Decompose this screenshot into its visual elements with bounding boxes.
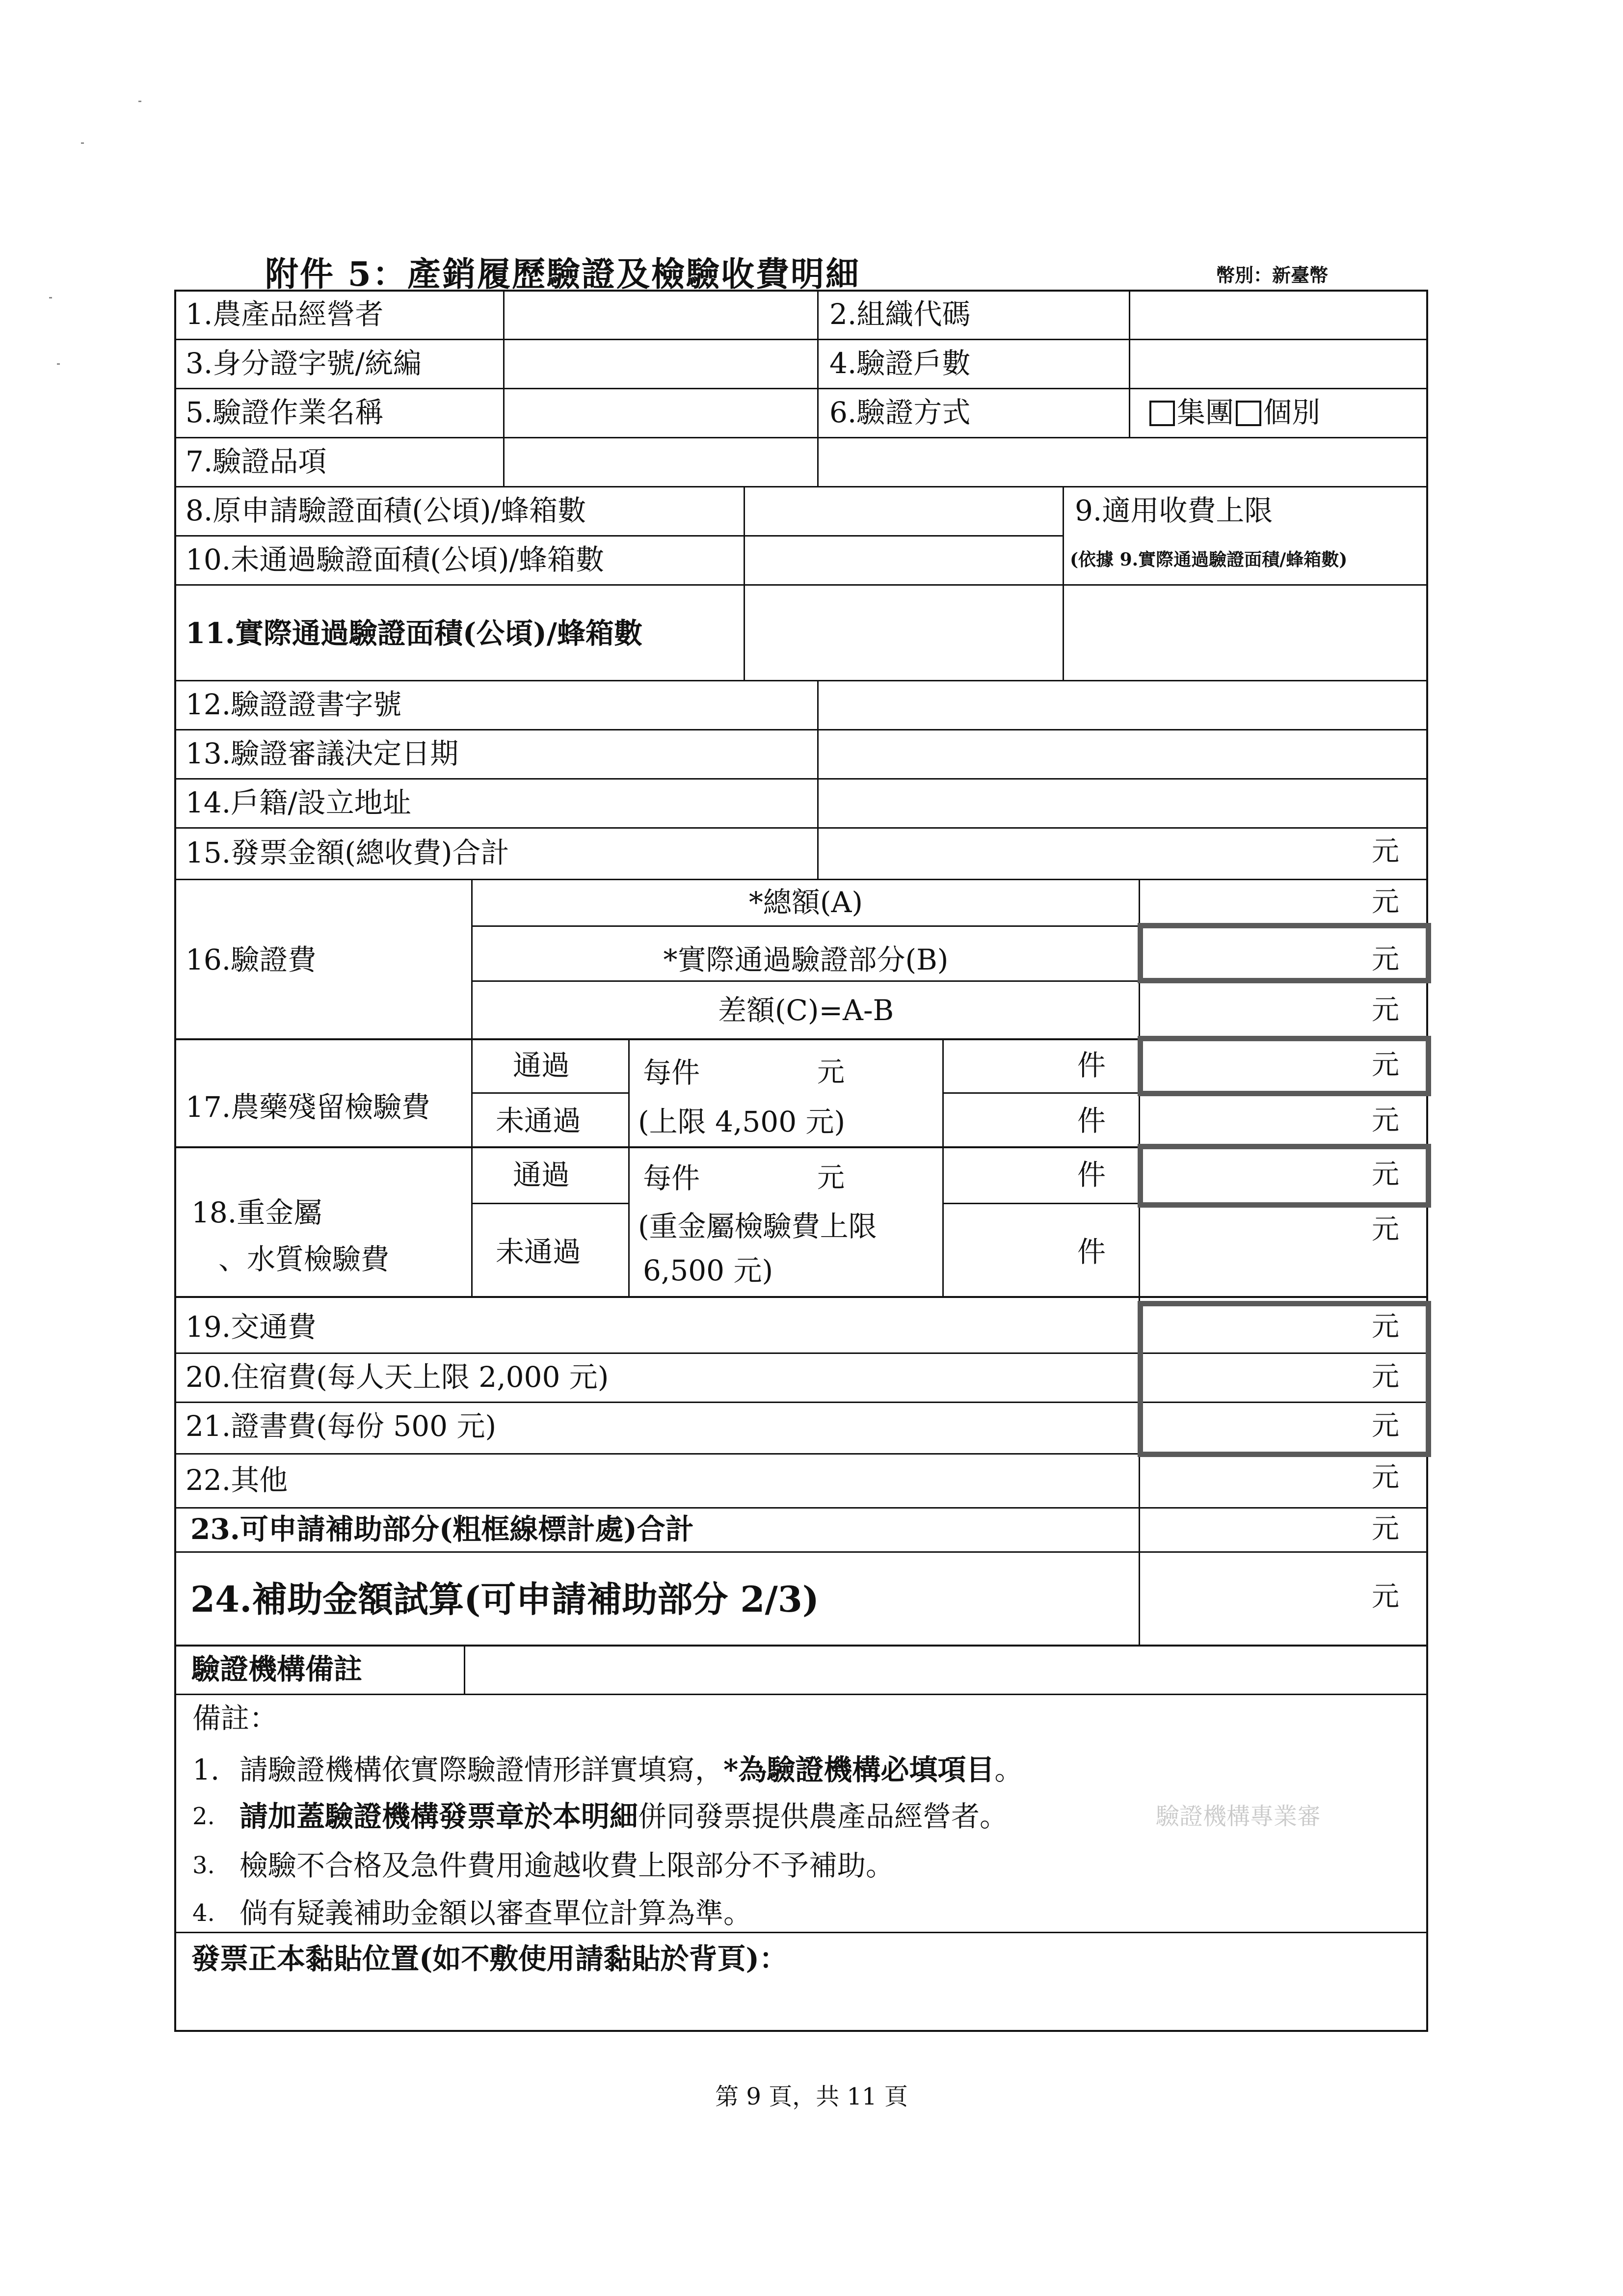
difference-c-label: 差額(C)=A-B	[718, 994, 894, 1027]
field-label-8: 8.原申請驗證面積(公頃)/蜂箱數	[186, 494, 586, 527]
field-label-16: 16.驗證費	[186, 943, 317, 976]
note-2-number: 2.	[192, 1803, 215, 1830]
institution-remark-label: 驗證機構備註	[191, 1652, 363, 1686]
note-2-stamp: 請加蓋驗證機構發票章於本明細	[239, 1800, 639, 1833]
scan-speck	[57, 363, 60, 365]
field-label-18-line1: 18.重金屬	[191, 1196, 322, 1229]
bleed-through-text: 驗證機構專業審	[1156, 1803, 1321, 1830]
scan-speck	[138, 101, 141, 102]
unit-yuan: 元	[1372, 1513, 1399, 1545]
field-label-17: 17.農藥殘留檢驗費	[186, 1090, 430, 1124]
unit-yuan: 元	[817, 1056, 845, 1088]
unit-yuan: 元	[1372, 994, 1399, 1026]
pass-label: 通過	[513, 1158, 570, 1191]
unit-yuan: 元	[1372, 886, 1399, 918]
field-label-10: 10.未通過驗證面積(公頃)/蜂箱數	[186, 543, 605, 576]
field-label-12: 12.驗證證書字號	[186, 688, 402, 721]
invoice-paste-label: 發票正本黏貼位置(如不敷使用請黏貼於背頁)：	[191, 1942, 788, 1975]
fail-label: 未通過	[496, 1104, 582, 1137]
field-label-20: 20.住宿費(每人天上限 2,000 元)	[186, 1360, 609, 1394]
note-3-text: 檢驗不合格及急件費用逾越收費上限部分不予補助。	[239, 1849, 895, 1882]
field-label-15: 15.發票金額(總收費)合計	[186, 836, 509, 869]
field-label-1: 1.農產品經營者	[186, 297, 384, 331]
note-2-text: 併同發票提供農產品經營者。	[638, 1800, 1009, 1833]
option-individual-label: 個別	[1263, 396, 1321, 429]
field-label-9: 9.適用收費上限	[1075, 494, 1273, 527]
pesticide-cap-note: (上限 4,500 元)	[638, 1105, 846, 1138]
unit-yuan: 元	[1372, 836, 1399, 867]
field-label-24: 24.補助金額試算(可申請補助部分 2/3)	[190, 1578, 819, 1620]
unit-yuan: 元	[1372, 1105, 1399, 1136]
unit-yuan: 元	[1372, 1410, 1399, 1442]
pass-label: 通過	[513, 1049, 570, 1082]
heavy-metal-cap-note-2: 6,500 元)	[643, 1254, 773, 1287]
fail-label: 未通過	[496, 1235, 582, 1269]
field-label-23: 23.可申請補助部分(粗框線標計處)合計	[190, 1513, 694, 1546]
field-9-note: (依據 9.實際通過驗證面積/蜂箱數)	[1070, 549, 1348, 570]
actual-pass-b-label: *實際通過驗證部分(B)	[663, 943, 949, 976]
note-4-text: 倘有疑義補助金額以審查單位計算為準。	[239, 1896, 752, 1930]
option-group-label: 集團	[1177, 396, 1234, 429]
field-label-5: 5.驗證作業名稱	[186, 396, 384, 429]
field-label-19: 19.交通費	[186, 1310, 317, 1344]
unit-yuan: 元	[1372, 944, 1399, 975]
note-3-number: 3.	[192, 1852, 215, 1879]
note-1	[239, 1753, 1023, 1787]
scan-speck	[49, 297, 52, 298]
field-label-21: 21.證書費(每份 500 元)	[186, 1409, 497, 1443]
unit-yuan: 元	[817, 1162, 845, 1194]
note-1-required: *為驗證機構必填項目	[723, 1753, 995, 1786]
currency-label: 幣別：新臺幣	[1216, 264, 1329, 286]
unit-yuan: 元	[1372, 1159, 1399, 1190]
note-4-number: 4.	[192, 1899, 215, 1927]
unit-yuan: 元	[1372, 1461, 1399, 1493]
field-label-4: 4.驗證戶數	[829, 347, 971, 380]
field-label-13: 13.驗證審議決定日期	[186, 737, 459, 770]
note-1-text: 請驗證機構依實際驗證情形詳實填寫，	[239, 1753, 724, 1786]
field-label-3: 3.身分證字號/統編	[186, 347, 422, 380]
unit-yuan: 元	[1372, 1311, 1399, 1343]
form-title: 附件 5：產銷履歷驗證及檢驗收費明細	[265, 255, 860, 294]
unit-jian: 件	[1077, 1158, 1106, 1191]
checkbox-group[interactable]	[1149, 401, 1175, 426]
unit-jian: 件	[1077, 1235, 1106, 1269]
note-1-end: 。	[994, 1753, 1023, 1786]
page-number: 第 9 頁，共 11 頁	[715, 2083, 908, 2110]
total-amount-a-label: *總額(A)	[748, 886, 863, 919]
field-label-6: 6.驗證方式	[829, 396, 971, 429]
field-label-14: 14.戶籍/設立地址	[186, 786, 411, 819]
field-label-11: 11.實際通過驗證面積(公頃)/蜂箱數	[186, 617, 642, 650]
per-item-label: 每件	[643, 1162, 700, 1195]
verification-method-options	[1147, 395, 1320, 430]
unit-yuan: 元	[1372, 1214, 1399, 1245]
per-item-label: 每件	[643, 1056, 700, 1089]
heavy-metal-cap-note-1: (重金屬檢驗費上限	[638, 1210, 877, 1243]
notes-heading: 備註：	[192, 1702, 278, 1735]
checkbox-individual[interactable]	[1236, 401, 1261, 426]
note-2	[239, 1799, 1008, 1834]
unit-jian: 件	[1077, 1104, 1106, 1137]
unit-jian: 件	[1077, 1049, 1106, 1082]
field-label-2: 2.組織代碼	[829, 297, 971, 331]
field-label-22: 22.其他	[186, 1463, 288, 1497]
unit-yuan: 元	[1372, 1581, 1399, 1613]
unit-yuan: 元	[1372, 1049, 1399, 1081]
field-label-7: 7.驗證品項	[186, 445, 327, 478]
note-1-number: 1.	[192, 1753, 220, 1786]
unit-yuan: 元	[1372, 1361, 1399, 1393]
scan-speck	[81, 142, 84, 144]
field-label-18-line2: 、水質檢驗費	[218, 1243, 390, 1276]
